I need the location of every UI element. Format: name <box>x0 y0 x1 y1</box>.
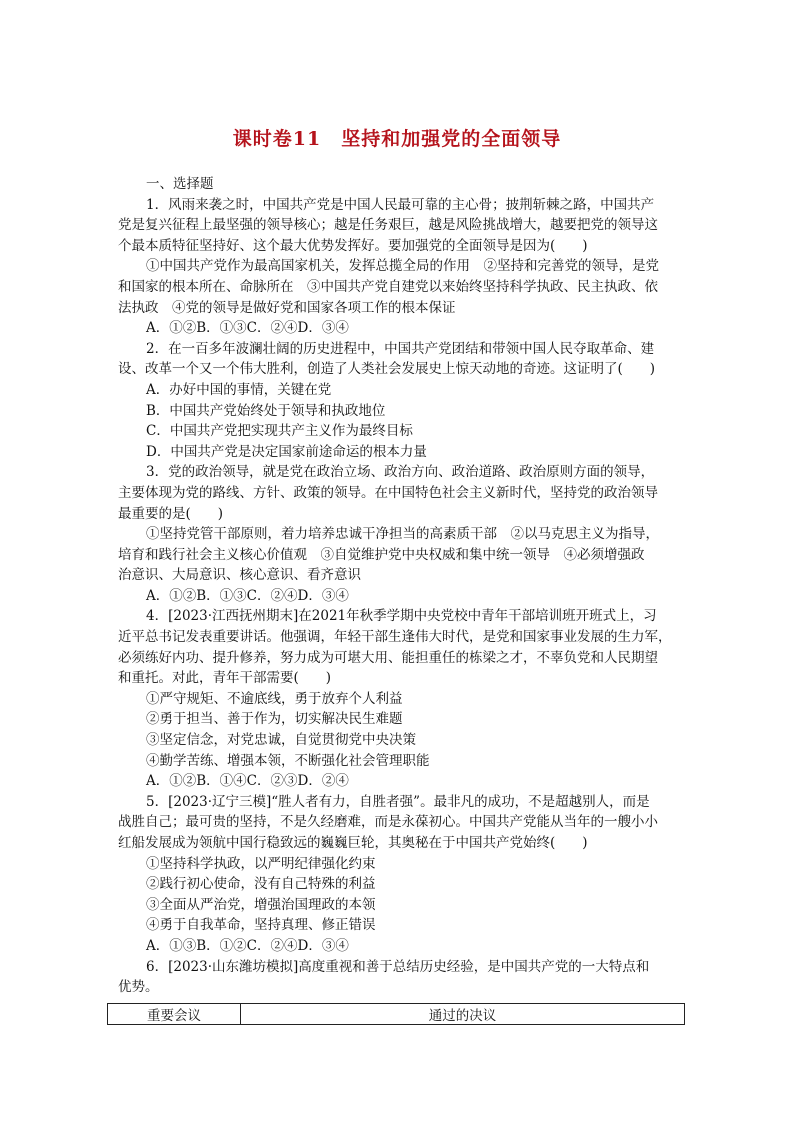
question-body <box>118 174 688 998</box>
text-line: 3．党的政治领导，就是党在政治立场、政治方向、政治道路、政治原则方面的领导， <box>146 464 655 481</box>
section-heading: 一、选择题 <box>146 176 214 192</box>
text-line: 2．在一百多年波澜壮阔的历史进程中，中国共产党团结和带领中国人民夺取革命、建 <box>146 340 655 357</box>
text-line: ①坚持科学执政，以严明纪律强化约束 <box>146 855 376 872</box>
table-header-meeting: 重要会议 <box>108 1004 241 1025</box>
table-header-row <box>108 1004 685 1025</box>
text-line: ②践行初心使命，没有自己特殊的利益 <box>146 876 376 893</box>
text-line: C．中国共产党把实现共产主义作为最终目标 <box>146 423 413 440</box>
text-line: 1．风雨来袭之时，中国共产党是中国人民最可靠的主心骨；披荆斩棘之路，中国共产 <box>146 196 655 213</box>
text-line: A．办好中国的事情，关键在党 <box>146 381 332 398</box>
text-line: ①中国共产党作为最高国家机关，发挥总揽全局的作用 ②坚持和完善党的领导，是党 <box>146 258 659 275</box>
text-line: 和重托。对此，青年干部需要( ) <box>118 670 332 687</box>
text-line: 党是复兴征程上最坚强的领导核心；越是任务艰巨，越是风险挑战增大，越要把党的领导这 <box>118 217 658 234</box>
page-title: 课时卷11 坚持和加强党的全面领导 <box>232 128 562 150</box>
text-line: 最重要的是( ) <box>118 505 224 522</box>
text-line: 培育和践行社会主义核心价值观 ③自觉维护党中央权威和集中统一领导 ④必须增强政 <box>118 546 645 563</box>
text-line: 6．[2023·山东潍坊模拟]高度重视和善于总结历史经验，是中国共产党的一大特点和 <box>146 958 650 975</box>
text-line: 法执政 ④党的领导是做好党和国家各项工作的根本保证 <box>118 299 456 316</box>
text-line: D．中国共产党是决定国家前途命运的根本力量 <box>146 443 427 460</box>
text-line: ④勤学苦练、增强本领，不断强化社会管理职能 <box>146 752 430 769</box>
text-line: 优势。 <box>118 979 159 996</box>
text-line: 红船发展成为领航中国行稳致远的巍巍巨轮，其奥秘在于中国共产党始终( ) <box>118 835 588 851</box>
text-line: ③坚定信念，对党忠诚，自觉贯彻党中央决策 <box>146 732 416 749</box>
text-line: ①严守规矩、不逾底线，勇于放弃个人利益 <box>146 690 403 707</box>
text-line: 4．[2023·江西抚州期末]在2021年秋季学期中央党校中青年干部培训班开班式上，习 <box>146 608 657 625</box>
text-line: 设、改革一个又一个伟大胜利，创造了人类社会发展史上惊天动地的奇迹。这证明了( ) <box>118 361 656 378</box>
meetings-table <box>107 1003 685 1025</box>
text-line: 和国家的根本所在、命脉所在 ③中国共产党自建党以来始终坚持科学执政、民主执政、依 <box>118 278 658 295</box>
text-line: 近平总书记发表重要讲话。他强调，年轻干部生逢伟大时代，是党和国家事业发展的生力军， <box>118 629 672 646</box>
text-line: ①坚持党管干部原则，着力培养忠诚干净担当的高素质干部 ②以马克思主义为指导， <box>146 526 659 543</box>
text-line: B．中国共产党始终处于领导和执政地位 <box>146 402 386 419</box>
text-line: 战胜自己；最可贵的坚持，不是久经磨难，而是永葆初心。中国共产党能从当年的一艘小小 <box>118 814 658 831</box>
text-line: A．①②B．①③C．②④D．③④ <box>146 587 349 604</box>
text-line: ③全面从严治党，增强治国理政的本领 <box>146 896 376 913</box>
question-lines <box>118 195 688 998</box>
text-line: 主要体现为党的路线、方针、政策的领导。在中国特色社会主义新时代，坚持党的政治领导 <box>118 484 658 501</box>
text-line: 5．[2023·辽宁三模]“胜人者有力，自胜者强”。最非凡的成功，不是超越别人，而是 <box>146 793 650 810</box>
text-line: 治意识、大局意识、核心意识、看齐意识 <box>118 567 361 584</box>
text-line: A．①②B．①④C．②③D．②④ <box>146 773 349 790</box>
text-line: 个最本质特征坚持好、这个最大优势发挥好。要加强党的全面领导是因为( ) <box>118 237 588 254</box>
text-line: ④勇于自我革命，坚持真理、修正错误 <box>146 917 376 934</box>
text-line: A．①②B．①③C．②④D．③④ <box>146 320 349 337</box>
text-line: A．①③B．①②C．②④D．③④ <box>146 937 349 954</box>
text-line: ②勇于担当、善于作为，切实解决民生难题 <box>146 711 403 728</box>
table-header-resolution: 通过的决议 <box>241 1004 685 1025</box>
text-line: 必须练好内功、提升修养，努力成为可堪大用、能担重任的栋梁之才，不辜负党和人民期望 <box>118 649 658 666</box>
